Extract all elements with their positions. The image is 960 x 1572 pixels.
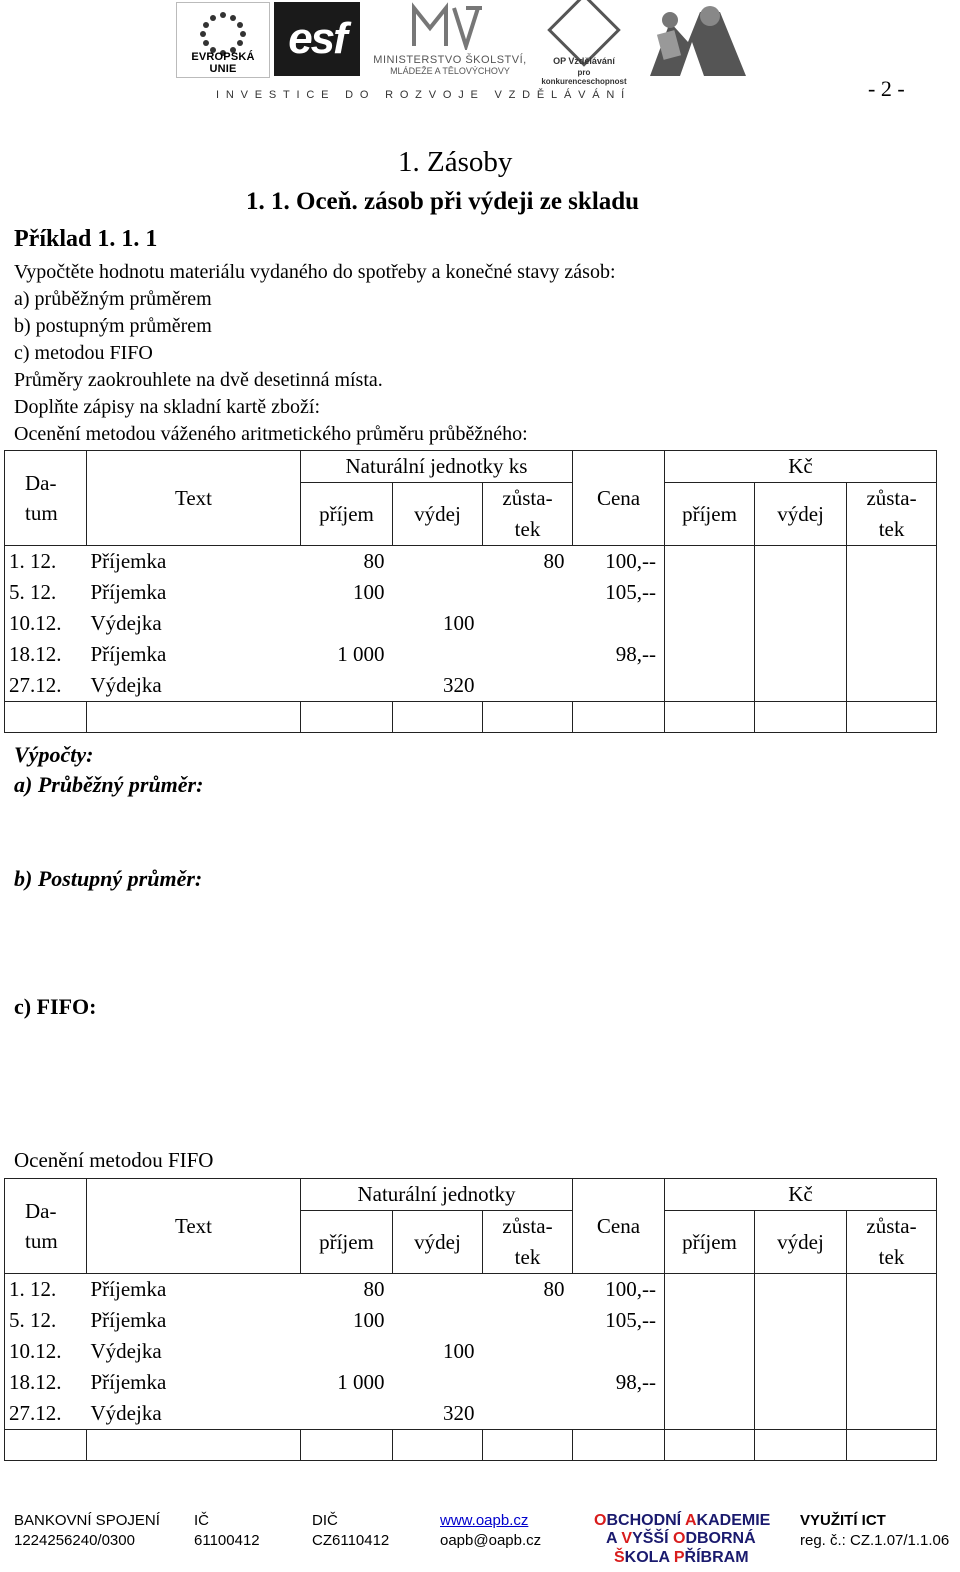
- header-cena: Cena: [573, 451, 665, 546]
- header-kc-zustatek-line1: zůsta-: [866, 486, 917, 510]
- cell-vydej: [393, 1305, 483, 1336]
- cell-text: Příjemka: [90, 580, 167, 604]
- footer-dic-value: CZ6110412: [312, 1532, 390, 1549]
- cell-prijem: [301, 1336, 393, 1367]
- school-line1-c: A: [684, 1512, 697, 1529]
- header-kc-prijem: příjem: [665, 1211, 755, 1274]
- table-row: [5, 1367, 937, 1398]
- table-row-empty: [5, 702, 937, 733]
- cell-empty: [755, 1430, 847, 1461]
- cell-kc-zustatek: [847, 639, 937, 670]
- cell-kc-prijem: [665, 639, 755, 670]
- cell-kc-vydej: [755, 1398, 847, 1430]
- cell-vydej: [393, 546, 483, 578]
- header-zustatek-line2: tek: [514, 1245, 541, 1269]
- cell-kc-prijem: [665, 546, 755, 578]
- cell-vydej: 320: [443, 1401, 475, 1425]
- header-vydej: výdej: [393, 483, 483, 546]
- cell-zustatek: [483, 1398, 573, 1430]
- cell-empty: [87, 1430, 301, 1461]
- cell-kc-prijem: [665, 1398, 755, 1430]
- header-text-label: Text: [174, 1213, 213, 1238]
- page-number: - 2 -: [868, 76, 905, 101]
- fifo-title: Ocenění metodou FIFO: [14, 1148, 214, 1172]
- calc-c: c) FIFO:: [14, 994, 97, 1019]
- cell-vydej: 100: [443, 611, 475, 635]
- cell-prijem: 1 000: [337, 642, 385, 666]
- header-zustatek-line1: zůsta-: [502, 1214, 553, 1238]
- header-kc-zustatek: [847, 1211, 937, 1274]
- header-datum-line1: Da-: [25, 1199, 57, 1223]
- header-text: [87, 1179, 301, 1274]
- cell-prijem: 100: [353, 1308, 385, 1332]
- calc-title: Výpočty:: [14, 742, 94, 767]
- task-line-5: Průměry zaokrouhlete na dvě desetinná místa.: [14, 369, 383, 391]
- cell-empty: [393, 702, 483, 733]
- cell-prijem: [301, 608, 393, 639]
- cell-zustatek: [483, 1305, 573, 1336]
- footer-bank-value: 1224256240/0300: [14, 1532, 135, 1549]
- op-line2: pro konkurenceschopnost: [541, 68, 627, 86]
- cell-text: Výdejka: [90, 673, 162, 697]
- cell-empty: [573, 1430, 665, 1461]
- header-kc-zustatek-line2: tek: [878, 517, 905, 541]
- cell-datum: 10.12.: [5, 608, 87, 639]
- cell-kc-prijem: [665, 670, 755, 702]
- cell-empty: [393, 1430, 483, 1461]
- stock-card-table-average: [4, 450, 937, 733]
- cell-kc-zustatek: [847, 546, 937, 578]
- cell-cena: [573, 1336, 665, 1367]
- cell-datum: 27.12.: [5, 670, 87, 702]
- cell-cena: [573, 608, 665, 639]
- school-line3-a: Š: [614, 1549, 625, 1566]
- stock-card-table-fifo: [4, 1178, 937, 1461]
- cell-kc-zustatek: [847, 577, 937, 608]
- header-datum-line2: tum: [25, 1229, 58, 1253]
- cell-empty: [755, 702, 847, 733]
- cell-datum: 18.12.: [5, 639, 87, 670]
- cell-kc-zustatek: [847, 1336, 937, 1367]
- cell-zustatek: [483, 577, 573, 608]
- header-prijem: příjem: [301, 483, 393, 546]
- cell-kc-vydej: [755, 1367, 847, 1398]
- cell-empty: [301, 702, 393, 733]
- cell-zustatek: [483, 1336, 573, 1367]
- cell-kc-vydej: [755, 1274, 847, 1306]
- header-zustatek-line2: tek: [514, 517, 541, 541]
- cell-kc-vydej: [755, 546, 847, 578]
- header-text: [87, 451, 301, 546]
- cell-cena: 100,--: [573, 1274, 665, 1306]
- cell-vydej: 320: [443, 673, 475, 697]
- cell-empty: [573, 702, 665, 733]
- cell-kc-zustatek: [847, 1367, 937, 1398]
- footer-web-link[interactable]: www.oapb.cz: [440, 1512, 529, 1529]
- school-mascot-logo: [640, 2, 752, 78]
- op-line1: OP Vzdělávání: [553, 56, 615, 66]
- table-row: [5, 1336, 937, 1367]
- cell-text: Příjemka: [90, 549, 167, 573]
- msmt-line2: MLÁDEŽE A TĚLOVÝCHOVY: [390, 66, 510, 76]
- cell-zustatek: 80: [543, 1277, 565, 1301]
- cell-empty: [847, 1430, 937, 1461]
- msmt-mark-icon: [410, 2, 490, 50]
- header-natural-group: Naturální jednotky: [301, 1179, 573, 1211]
- header-vydej: výdej: [393, 1211, 483, 1274]
- cell-kc-prijem: [665, 577, 755, 608]
- cell-empty: [301, 1430, 393, 1461]
- footer-ic-value: 61100412: [194, 1532, 260, 1549]
- cell-zustatek: [483, 670, 573, 702]
- cell-prijem: [301, 670, 393, 702]
- header-natural-group: Naturální jednotky ks: [301, 451, 573, 483]
- cell-empty: [483, 1430, 573, 1461]
- cell-text: Příjemka: [90, 1277, 167, 1301]
- cell-datum: 27.12.: [5, 1398, 87, 1430]
- table-row: [5, 1305, 937, 1336]
- footer-school-line3: [614, 1549, 749, 1567]
- footer-email[interactable]: oapb@oapb.cz: [440, 1532, 542, 1549]
- cell-kc-vydej: [755, 608, 847, 639]
- cell-cena: 105,--: [573, 1305, 665, 1336]
- cell-vydej: [393, 577, 483, 608]
- cell-empty: [5, 702, 87, 733]
- footer-reg-no: reg. č.: CZ.1.07/1.1.06: [800, 1532, 950, 1549]
- slogan: INVESTICE DO ROZVOJE VZDĚLÁVÁNÍ: [216, 89, 631, 101]
- school-line1-a: O: [594, 1512, 607, 1529]
- header-datum: [5, 1179, 87, 1274]
- footer-ict-label: VYUŽITÍ ICT: [800, 1512, 886, 1529]
- header-kc-group: Kč: [665, 1179, 937, 1211]
- table-row: [5, 577, 937, 608]
- table-row: [5, 1398, 937, 1430]
- table-row: [5, 546, 937, 578]
- cell-datum: 5. 12.: [5, 1305, 87, 1336]
- school-line1-d: KADEMIE: [696, 1512, 771, 1529]
- cell-empty: [5, 1430, 87, 1461]
- task-line-6: Doplňte zápisy na skladní kartě zboží:: [14, 396, 321, 418]
- cell-text: Výdejka: [90, 1401, 162, 1425]
- cell-kc-vydej: [755, 577, 847, 608]
- cell-kc-prijem: [665, 1336, 755, 1367]
- footer-dic-label: DIČ: [312, 1512, 338, 1529]
- cell-cena: 98,--: [573, 639, 665, 670]
- cell-cena: 98,--: [573, 1367, 665, 1398]
- cell-datum: 10.12.: [5, 1336, 87, 1367]
- cell-kc-vydej: [755, 639, 847, 670]
- cell-cena: 100,--: [573, 546, 665, 578]
- calc-b: b) Postupný průměr:: [14, 866, 203, 891]
- eu-logo: [176, 2, 270, 78]
- cell-prijem: [301, 1398, 393, 1430]
- header-zustatek: [483, 1211, 573, 1274]
- task-line-4: c) metodou FIFO: [14, 342, 153, 364]
- cell-vydej: [393, 639, 483, 670]
- cell-kc-prijem: [665, 1305, 755, 1336]
- task-line-3: b) postupným průměrem: [14, 315, 212, 337]
- school-line3-d: ŘÍBRAM: [684, 1549, 749, 1566]
- footer-bank-label: BANKOVNÍ SPOJENÍ: [14, 1512, 160, 1529]
- school-line2-c: YŠŠÍ: [632, 1530, 673, 1547]
- school-line3-b: KOLA: [624, 1549, 674, 1566]
- cell-kc-zustatek: [847, 1398, 937, 1430]
- header-zustatek-line1: zůsta-: [502, 486, 553, 510]
- cell-text: Výdejka: [90, 611, 162, 635]
- cell-kc-zustatek: [847, 1305, 937, 1336]
- cell-prijem: 100: [353, 580, 385, 604]
- cell-kc-zustatek: [847, 1274, 937, 1306]
- header-kc-vydej: výdej: [755, 1211, 847, 1274]
- school-line2-a: A: [606, 1530, 622, 1547]
- cell-kc-vydej: [755, 1336, 847, 1367]
- cell-zustatek: [483, 1367, 573, 1398]
- cell-empty: [87, 702, 301, 733]
- school-line2-b: V: [621, 1530, 633, 1547]
- footer-ic-label: IČ: [194, 1512, 209, 1529]
- cell-empty: [483, 702, 573, 733]
- cell-vydej: [393, 1367, 483, 1398]
- example-title: Příklad 1. 1. 1: [14, 226, 158, 252]
- table-row: [5, 608, 937, 639]
- cell-zustatek: [483, 608, 573, 639]
- esf-logo: esf: [274, 2, 360, 76]
- cell-cena: 105,--: [573, 577, 665, 608]
- cell-kc-prijem: [665, 608, 755, 639]
- cell-text: Příjemka: [90, 1370, 167, 1394]
- cell-kc-prijem: [665, 1367, 755, 1398]
- school-line2-d: O: [672, 1530, 686, 1547]
- header-datum-line2: tum: [25, 501, 58, 525]
- cell-cena: [573, 1398, 665, 1430]
- task-line-1: Vypočtěte hodnotu materiálu vydaného do spotřeby a konečné stavy zásob:: [14, 261, 616, 283]
- msmt-line1: MINISTERSTVO ŠKOLSTVÍ,: [373, 54, 527, 66]
- cell-datum: 18.12.: [5, 1367, 87, 1398]
- school-line3-c: P: [673, 1549, 685, 1566]
- cell-cena: [573, 670, 665, 702]
- msmt-logo: [370, 2, 530, 78]
- header-kc-vydej: výdej: [755, 483, 847, 546]
- header-kc-prijem: příjem: [665, 483, 755, 546]
- cell-kc-vydej: [755, 1305, 847, 1336]
- footer-school-line1: [594, 1512, 770, 1530]
- cell-zustatek: [483, 639, 573, 670]
- header-kc-zustatek: [847, 483, 937, 546]
- school-line2-e: DBORNÁ: [685, 1530, 756, 1547]
- section-title: 1. 1. Oceň. zásob při výdeji ze skladu: [246, 188, 640, 215]
- header-kc-zustatek-line1: zůsta-: [866, 1214, 917, 1238]
- cell-vydej: [393, 1274, 483, 1306]
- cell-kc-zustatek: [847, 670, 937, 702]
- header-cena: Cena: [573, 1179, 665, 1274]
- header-kc-zustatek-line2: tek: [878, 1245, 905, 1269]
- cell-text: Výdejka: [90, 1339, 162, 1363]
- task-line-2: a) průběžným průměrem: [14, 288, 212, 310]
- header-datum-line1: Da-: [25, 471, 57, 495]
- table-row: [5, 639, 937, 670]
- cell-datum: 1. 12.: [5, 546, 87, 578]
- cell-empty: [665, 1430, 755, 1461]
- eu-logo-caption: EVROPSKÁ UNIE: [191, 51, 255, 75]
- cell-datum: 5. 12.: [5, 577, 87, 608]
- chapter-title: 1. Zásoby: [398, 146, 513, 178]
- header-datum: [5, 451, 87, 546]
- table-row: [5, 1274, 937, 1306]
- cell-empty: [847, 702, 937, 733]
- task-line-7: Ocenění metodou váženého aritmetického průměru průběžného:: [14, 423, 528, 445]
- cell-prijem: 80: [363, 549, 385, 573]
- footer-school-line2: [606, 1530, 756, 1548]
- header-kc-group: Kč: [665, 451, 937, 483]
- cell-datum: 1. 12.: [5, 1274, 87, 1306]
- header-zustatek: [483, 483, 573, 546]
- table-row: [5, 670, 937, 702]
- cell-prijem: 1 000: [337, 1370, 385, 1394]
- header-text-label: Text: [174, 485, 213, 510]
- op-logo: [534, 2, 634, 86]
- cell-zustatek: 80: [543, 549, 565, 573]
- table-row-empty: [5, 1430, 937, 1461]
- cell-prijem: 80: [363, 1277, 385, 1301]
- header-prijem: příjem: [301, 1211, 393, 1274]
- cell-text: Příjemka: [90, 642, 167, 666]
- school-line1-b: BCHODNÍ: [606, 1512, 685, 1529]
- calc-a: a) Průběžný průměr:: [14, 772, 204, 797]
- cell-kc-vydej: [755, 670, 847, 702]
- cell-kc-zustatek: [847, 608, 937, 639]
- school-mascot-icon: [640, 2, 752, 78]
- cell-kc-prijem: [665, 1274, 755, 1306]
- cell-vydej: 100: [443, 1339, 475, 1363]
- cell-empty: [665, 702, 755, 733]
- cell-text: Příjemka: [90, 1308, 167, 1332]
